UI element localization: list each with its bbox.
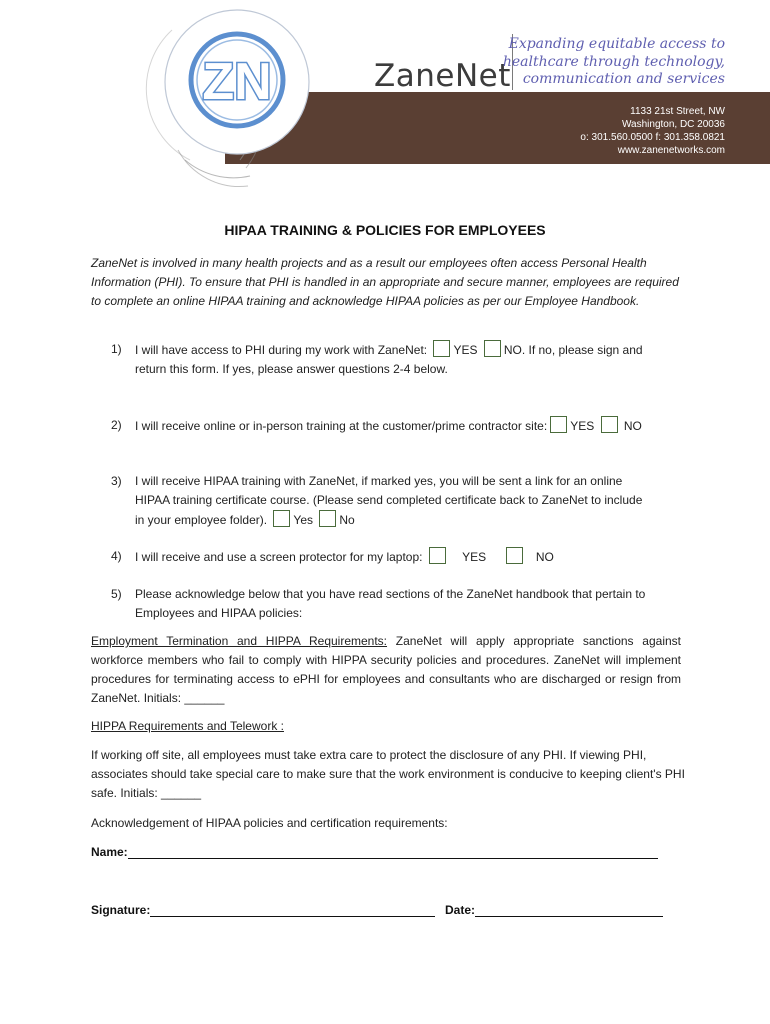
yes-checkbox[interactable] xyxy=(429,547,446,564)
question-number: 1) xyxy=(111,342,122,356)
brand-name: ZaneNet xyxy=(374,58,511,94)
question-text: I will receive online or in-person training at the customer/prime contractor site: xyxy=(135,419,548,433)
telework-heading: HIPPA Requirements and Telework : xyxy=(91,719,284,733)
tagline-line-1: Expanding equitable access to xyxy=(508,36,725,52)
yes-checkbox[interactable] xyxy=(550,416,567,433)
signature-label: Signature: xyxy=(91,903,151,917)
question-number: 5) xyxy=(111,587,122,601)
no-checkbox[interactable] xyxy=(484,340,501,357)
termination-body: ZaneNet will apply appropriate sanctions against workforce members who fail to comply with HIPPA security policies and procedures. ZaneNet will implement procedures for terminating access to ePHI for employees and consultants who are discharged or resign from ZaneNet. Initials: ______ xyxy=(91,634,682,705)
termination-heading: Employment Termination and HIPPA Requirements: xyxy=(91,634,388,648)
question-number: 3) xyxy=(111,474,122,488)
yes-label: Yes xyxy=(293,513,313,527)
no-label: NO xyxy=(623,419,642,433)
signature-input-line[interactable] xyxy=(150,904,435,917)
no-checkbox[interactable] xyxy=(319,510,336,527)
yes-checkbox[interactable] xyxy=(273,510,290,527)
signature-field xyxy=(91,903,435,917)
no-checkbox[interactable] xyxy=(506,547,523,564)
no-label: No xyxy=(339,513,355,527)
document-title: HIPAA TRAINING & POLICIES FOR EMPLOYEES xyxy=(224,222,546,238)
question-text: Please acknowledge below that you have read sections of the ZaneNet handbook that pertain to Employees and HIPAA policies: xyxy=(135,587,646,620)
question-text-line-3: in your employee folder). xyxy=(135,513,268,527)
zanenet-logo xyxy=(0,0,320,200)
date-field xyxy=(445,903,663,917)
yes-label: YES xyxy=(570,419,595,433)
question-continuation: return this form. If yes, please answer questions 2-4 below. xyxy=(135,362,448,376)
no-label: NO. If no, please sign and xyxy=(503,343,643,357)
name-label: Name: xyxy=(91,845,128,859)
termination-section xyxy=(91,632,681,708)
date-input-line[interactable] xyxy=(475,904,663,917)
question-text: I will receive and use a screen protector for my laptop: xyxy=(135,550,423,564)
no-checkbox[interactable] xyxy=(601,416,618,433)
name-input-line[interactable] xyxy=(128,846,658,859)
letterhead xyxy=(0,0,770,200)
tagline-line-2: healthcare through technology, xyxy=(502,54,725,70)
telework-body: If working off site, all employees must take extra care to protect the disclosure of any PHI. If viewing PHI, associates should take special care to make sure that the work environment is conducive to keeping client's PHI safe. Initials: ______ xyxy=(91,748,685,800)
address-city: Washington, DC 20036 xyxy=(621,119,725,130)
yes-label: YES xyxy=(453,343,478,357)
tagline-line-3: communication and services xyxy=(522,71,725,87)
question-text-line-2: HIPAA training certificate course. (Please send completed certificate back to ZaneNet to include xyxy=(135,493,643,507)
yes-checkbox[interactable] xyxy=(433,340,450,357)
address-website[interactable]: www.zanenetworks.com xyxy=(617,145,725,156)
no-label: NO xyxy=(535,550,554,564)
acknowledgement-text: Acknowledgement of HIPAA policies and certification requirements: xyxy=(91,816,448,830)
question-text-line-1: I will receive HIPAA training with ZaneNet, if marked yes, you will be sent a link for an online xyxy=(135,474,623,488)
intro-paragraph: ZaneNet is involved in many health projects and as a result our employees often access Personal Health Information (PHI). To ensure that PHI is handled in an appropriate and secure manner, employees are required to complete an online HIPAA training and acknowledge HIPAA policies as per our Employee Handbook. xyxy=(91,256,679,308)
date-label: Date: xyxy=(445,903,476,917)
address-phone: o: 301.560.0500 f: 301.358.0821 xyxy=(580,132,725,143)
question-number: 4) xyxy=(111,549,122,563)
yes-label: YES xyxy=(462,550,487,564)
address-street: 1133 21st Street, NW xyxy=(630,106,725,117)
question-number: 2) xyxy=(111,418,122,432)
logo-monogram: ZN xyxy=(202,53,272,111)
name-field xyxy=(91,845,658,859)
question-text: I will have access to PHI during my work with ZaneNet: xyxy=(135,343,428,357)
